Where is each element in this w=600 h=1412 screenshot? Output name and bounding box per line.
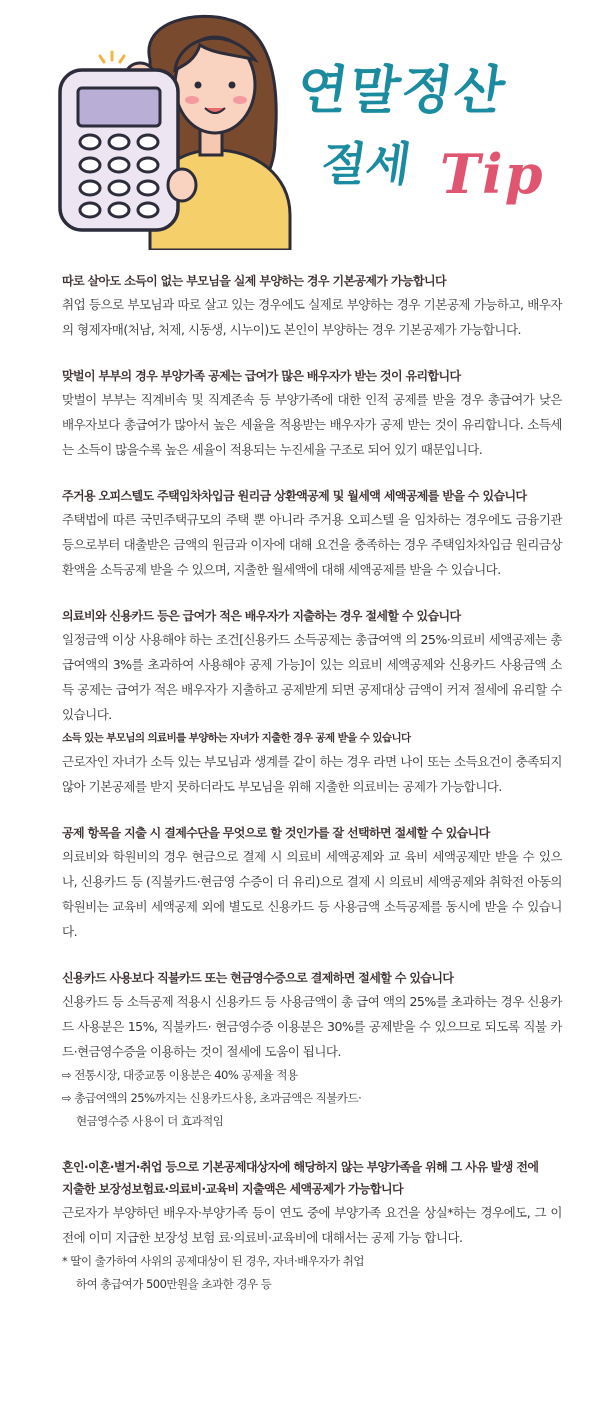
section-body: 의료비와 학원비의 경우 현금으로 결제 시 의료비 세액공제와 교 육비 세액공제만 받을 수 있으나, 신용카드 등 (직불카드·현금영 수증이 더 유리)으로 결제 시 의료비 세액공제와 취학전 아동의 학원비는 교육비 세액공제 외에 별도로 신용카드 등 사용금액 소득공제를 동시에 받을 수 있습니다.: [62, 849, 562, 939]
title-tip: Tip: [440, 142, 545, 206]
section-title: 따로 살아도 소득이 없는 부모님을 실제 부양하는 경우 기본공제가 가능합니다: [62, 274, 446, 288]
section-dual-income: [62, 365, 562, 462]
section-title-line2: 지출한 보장성보험료·의료비·교육비 지출액은 세액공제가 가능합니다: [62, 1182, 403, 1196]
section-body: 취업 등으로 부모님과 따로 살고 있는 경우에도 실제로 부양하는 경우 기본공제 가능하고, 배우자의 형제자매(처남, 처제, 시동생, 시누이)도 본인이 부양하는 경우 기본공제가 가능합니다.: [62, 297, 562, 337]
section-title: 주거용 오피스텔도 주택임차차입금 원리금 상환액공제 및 월세액 세액공제를 받을 수 있습니다: [62, 489, 527, 503]
section-title: 맞벌이 부부의 경우 부양가족 공제는 급여가 많은 배우자가 받는 것이 유리합니다: [62, 369, 461, 383]
calculator-woman-illustration: [0, 0, 600, 250]
section-body-2: 근로자인 자녀가 소득 있는 부모님과 생계를 같이 하는 경우 라면 나이 또는 소득요건이 충족되지 않아 기본공제를 받지 못하더라도 부모님을 위해 지출한 의료비는 공제가 가능합니다.: [62, 754, 562, 794]
section-lost-dependents: [62, 1156, 562, 1296]
bullet-item: ⇨ 총급여액의 25%까지는 신용카드사용, 초과금액은 직불카드·: [62, 1091, 362, 1105]
section-parents-deduction: [62, 270, 562, 342]
footnote: * 딸이 출가하여 사위의 공제대상이 된 경우, 자녀·배우자가 취업: [62, 1254, 365, 1268]
section-body: 주택법에 따른 국민주택규모의 주택 뿐 아니라 주거용 오피스텔 을 임차하는 경우에도 금융기관 등으로부터 대출받은 금액의 원금과 이자에 대해 요건을 충족하는 경우 주택임차차입금 원리금상환액을 소득공제 받을 수 있으며, 지출한 월세액에 대해 세액공제를 받을 수 있습니다.: [62, 512, 562, 577]
section-body: 맞벌이 부부는 직계비속 및 직계존속 등 부양가족에 대한 인적 공제를 받을 경우 총급여가 낮은 배우자보다 총급여가 많아서 높은 세율을 적용받는 배우자가 공제 받는 것이 유리합니다. 소득세는 소득이 많을수록 높은 세율이 적용되는 누진세율 구조로 되어 있기 때문입니다.: [62, 392, 562, 457]
section-debit-card: [62, 967, 562, 1133]
header-illustration: [0, 0, 600, 250]
section-body: 신용카드 등 소득공제 적용시 신용카드 등 사용금액이 총 급여 액의 25%를 초과하는 경우 신용카드 사용분은 15%, 직불카드· 현금영수증 이용분은 30%를 공제받을 수 있으므로 되도록 직불 카드·현금영수증을 이용하는 것이 절세에 도움이 됩니다.: [62, 994, 562, 1059]
section-title: 신용카드 사용보다 직불카드 또는 현금영수증으로 결제하면 절세할 수 있습니다: [62, 971, 454, 985]
section-body: 일정금액 이상 사용해야 하는 조건[신용카드 소득공제는 총급여액 의 25%·의료비 세액공제는 총급여액의 3%를 초과하여 사용해야 공제 가능]이 있는 의료비 세액공제와 신용카드 사용금액 소득 공제는 급여가 적은 배우자가 지출하고 공제받게 되면 공제대상 금액이 커져 절세에 유리할 수 있습니다.: [62, 632, 562, 722]
section-medical-credit: [62, 605, 562, 799]
footnote-continuation: 하여 총급여가 500만원을 초과한 경우 등: [76, 1277, 272, 1291]
section-payment-method: [62, 822, 562, 944]
content: [62, 270, 562, 1319]
bullet-continuation: 현금영수증 사용이 더 효과적임: [76, 1114, 224, 1128]
section-subtitle: 소득 있는 부모님의 의료비를 부양하는 자녀가 지출한 경우 공제 받을 수 있습니다: [62, 732, 411, 744]
section-body: 근로자가 부양하던 배우자·부양가족 등이 연도 중에 부양가족 요건을 상실*하는 경우에도, 그 이전에 이미 지급한 보장성 보험 료·의료비·교육비에 대해서는 공제 가능 합니다.: [62, 1205, 562, 1245]
title-tax-saving: 절세: [317, 137, 415, 191]
bullet-item: ⇨ 전통시장, 대중교통 이용분은 40% 공제율 적용: [62, 1068, 298, 1082]
section-title-line1: 혼인·이혼·별거·취업 등으로 기본공제대상자에 해당하지 않는 부양가족을 위해 그 사유 발생 전에: [62, 1160, 539, 1174]
section-title: 의료비와 신용카드 등은 급여가 적은 배우자가 지출하는 경우 절세할 수 있습니다: [62, 609, 461, 623]
title-year-end-settlement: 연말정산: [293, 61, 511, 121]
section-officetel: [62, 485, 562, 582]
section-title: 공제 항목을 지출 시 결제수단을 무엇으로 할 것인가를 잘 선택하면 절세할 수 있습니다: [62, 826, 490, 840]
